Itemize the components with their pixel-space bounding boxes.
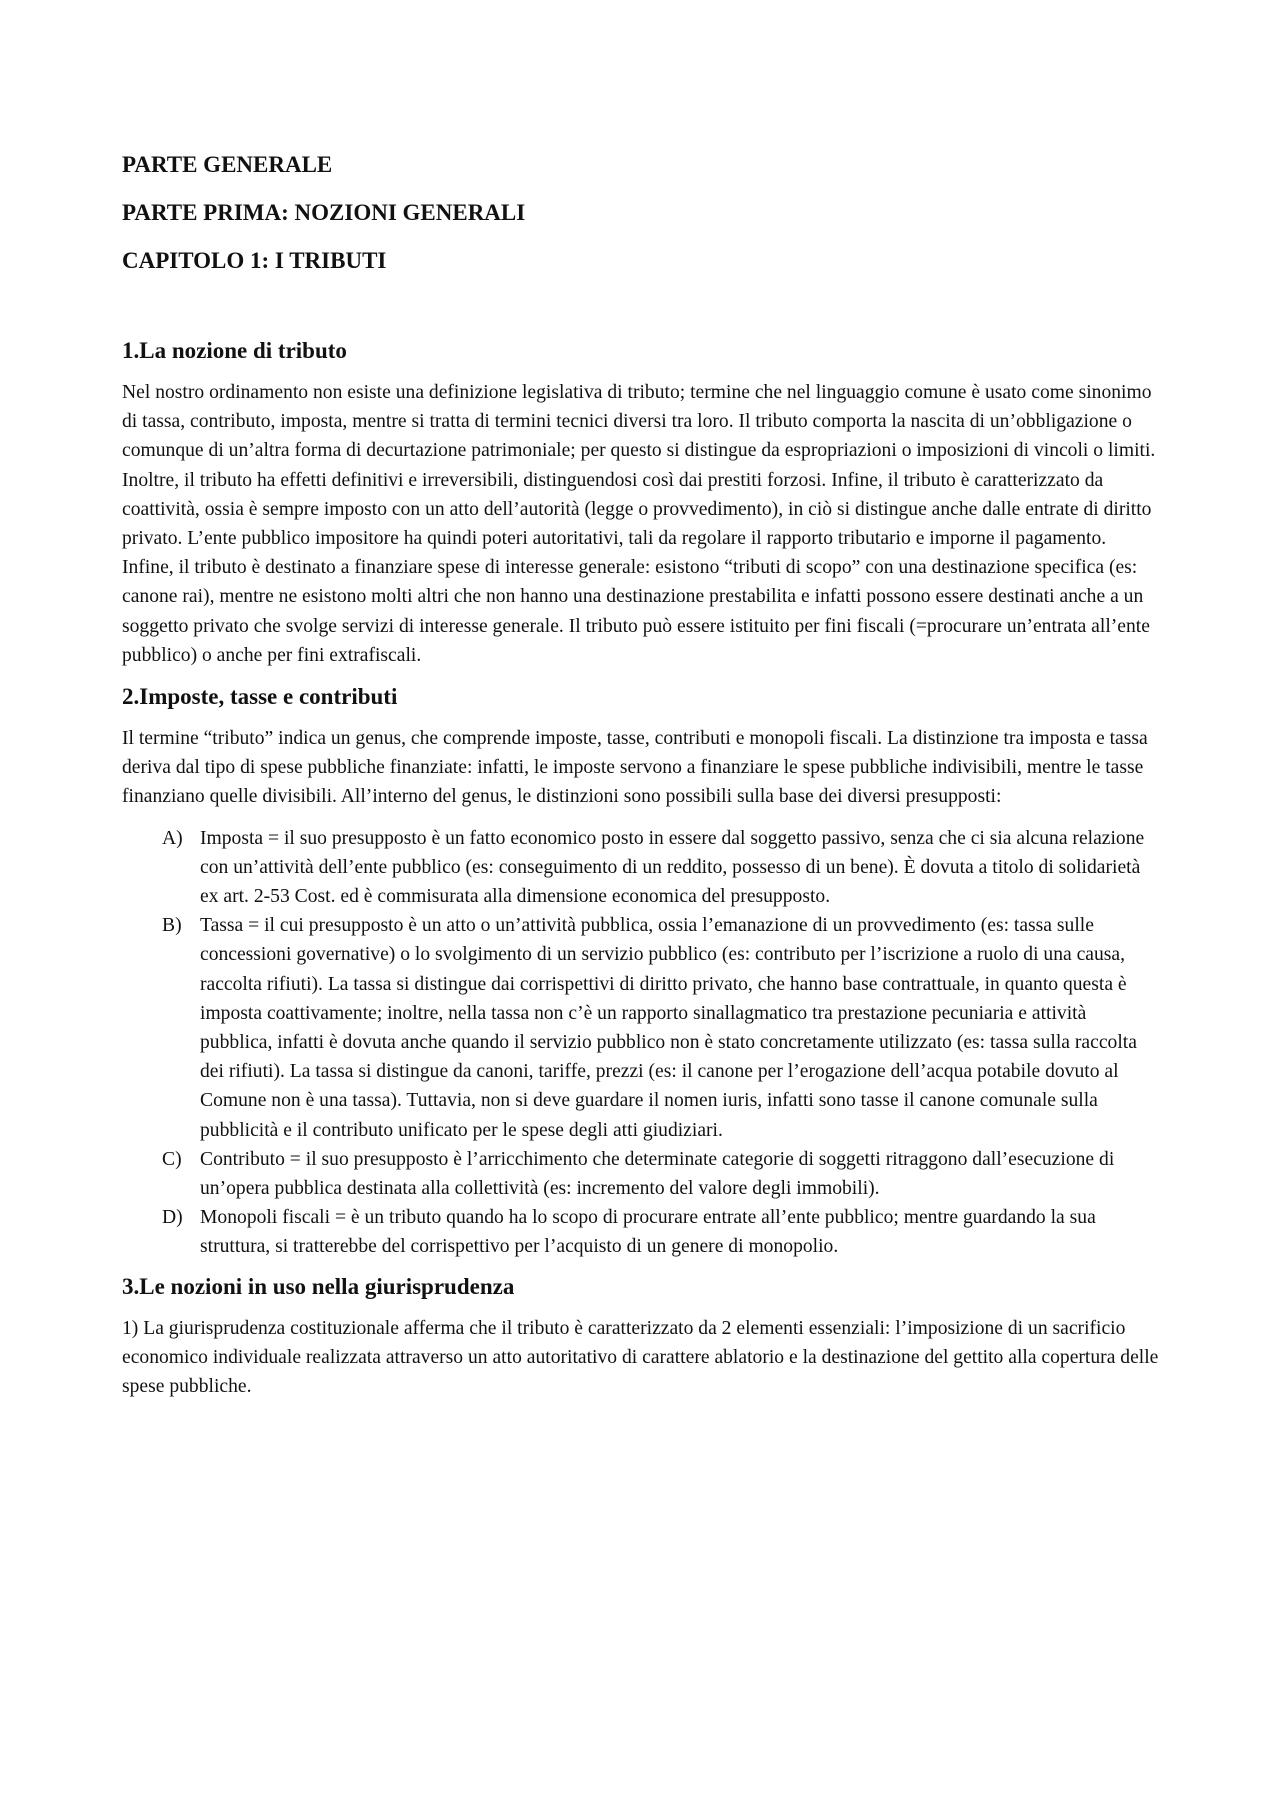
section-title: 2.Imposte, tasse e contributi — [122, 684, 398, 710]
tributi-list — [122, 824, 1160, 1262]
list-marker: D) — [162, 1207, 183, 1229]
section-3 — [122, 1272, 1160, 1402]
part-subheading: PARTE PRIMA: NOZIONI GENERALI — [122, 200, 526, 225]
list-item-text: Contributo = il suo presupposto è l’arricchimento che determinate categorie di soggetti ritraggono dall’esecuzione di un’opera pubblica destinata alla collettività (es: incremento del valore degli immobili). — [200, 1148, 1115, 1200]
chapter-heading: CAPITOLO 1: I TRIBUTI — [122, 248, 387, 273]
section-title: 3.Le nozioni in uso nella giurisprudenza — [122, 1273, 515, 1299]
list-item — [122, 1203, 1160, 1261]
section-2 — [122, 682, 1160, 1262]
paragraph: Il termine “tributo” indica un genus, che comprende imposte, tasse, contributi e monopoli fiscali. La distinzione tra imposta e tassa deriva dal tipo di spese pubbliche finanziate: infatti, le imposte servono a finanziare le spese pubbliche indivisibili, mentre le tasse finanziano quelle divisibili. All’interno del genus, le distinzioni sono possibili sulla base dei diversi presupposti: — [122, 728, 1148, 808]
section-title: 1.La nozione di tributo — [122, 338, 347, 363]
list-marker: A) — [162, 827, 183, 849]
list-item-text: Monopoli fiscali = è un tributo quando ha lo scopo di procurare entrate all’ente pubblico; mentre guardando la sua struttura, si tratterebbe del corrispettivo per l’acquisto di un genere di monopolio. — [200, 1207, 1096, 1258]
paragraph: Nel nostro ordinamento non esiste una definizione legislativa di tributo; termine che nel linguaggio comune è usato come sinonimo di tassa, contributo, imposta, mentre si tratta di termini tecnici diversi tra loro. Il tributo comporta la nascita di un’obbligazione o comunque di un’altra forma di decurtazione patrimoniale; per questo si distingue da espropriazioni o imposizioni di vincoli o limiti. Inoltre, il tributo ha effetti definitivi e irreversibili, distinguendosi così dai prestiti forzosi. Infine, il tributo è caratterizzato da coattività, ossia è sempre imposto con un atto dell’autorità (legge o provvedimento), in ciò si distingue anche dalle entrate di diritto privato. L’ente pubblico impositore ha quindi poteri autoritativi, tali da regolare il rapporto tributario e imporne il pagamento. Infine, il tributo è destinato a finanziare spese di interesse generale: esistono “tributi di scopo” con una destinazione specifica (es: canone rai), mentre ne esistono molti altri che non hanno una destinazione prestabilita e infatti possono essere destinati anche a un soggetto privato che svolge servizi di interesse generale. Il tributo può essere istituito per fini fiscali (=procurare un’entrata all’ente pubblico) o anche per fini extrafiscali. — [122, 382, 1156, 666]
list-item — [122, 911, 1160, 1145]
list-marker: C) — [162, 1148, 182, 1170]
part-heading: PARTE GENERALE — [122, 152, 333, 177]
list-item-text: Imposta = il suo presupposto è un fatto economico posto in essere dal soggetto passivo, senza che ci sia alcuna relazione con un’attività dell’ente pubblico (es: conseguimento di un reddito, possesso di un bene). È dovuta a titolo di solidarietà ex art. 2-53 Cost. ed è commisurata alla dimensione economica del presupposto. — [200, 827, 1145, 908]
paragraph: 1) La giurisprudenza costituzionale afferma che il tributo è caratterizzato da 2 elementi essenziali: l’imposizione di un sacrificio economico individuale realizzata attraverso un atto autoritativo di carattere ablatorio e la destinazione del gettito alla copertura delle spese pubbliche. — [122, 1317, 1159, 1398]
spacer — [122, 294, 1160, 336]
list-item — [122, 1145, 1160, 1203]
list-item-text: Tassa = il cui presupposto è un atto o un’attività pubblica, ossia l’emanazione di un provvedimento (es: tassa sulle concessioni governative) o lo svolgimento di un servizio pubblico (es: contributo per l’iscrizione a ruolo di una causa, raccolta rifiuti). La tassa si distingue dai corrispettivi di diritto privato, che hanno base contrattuale, in quanto questa è imposta coattivamente; inoltre, nella tassa non c’è un rapporto sinallagmatico tra prestazione pecuniaria e attività pubblica, infatti è dovuta anche quando il servizio pubblico non è stato concretamente utilizzato (es: tassa sulla raccolta dei rifiuti). La tassa si distingue da canoni, tariffe, prezzi (es: il canone per l’erogazione dell’acqua potabile dovuto al Comune non è una tassa). Tuttavia, non si deve guardare il nomen iuris, infatti sono tasse il canone comunale sulla pubblicità e il contributo unificato per le spese degli atti giudiziari. — [200, 915, 1137, 1141]
list-item — [122, 824, 1160, 912]
section-1 — [122, 336, 1160, 670]
list-marker: B) — [162, 915, 182, 937]
